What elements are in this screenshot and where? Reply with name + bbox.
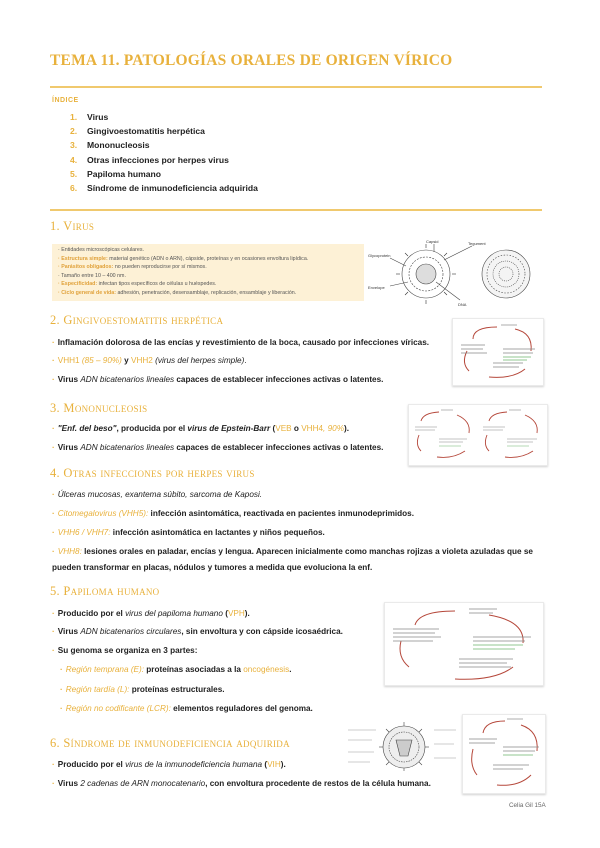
virus-summary-box xyxy=(52,244,364,301)
section-heading-sida: 6. Síndrome de inmunodeficiencia adquirida xyxy=(50,736,290,750)
herpes-cycle-figure xyxy=(452,318,544,386)
index-item[interactable]: 4. Otras infecciones por herpes virus xyxy=(70,154,229,165)
mononucleosis-cycle-figure xyxy=(408,404,548,466)
index-list xyxy=(70,110,258,195)
hiv-cycle-figure xyxy=(462,714,546,794)
index-item[interactable]: 1. Virus xyxy=(70,112,109,122)
paragraph-sub: · Región tardía (L): proteínas estructurales. xyxy=(60,685,225,694)
footer-author: Celia Gil 15A xyxy=(509,802,546,809)
paragraph-continuation: pueden transformar en placas, nódulos y tumores a medida que evoluciona la enf. xyxy=(52,563,373,572)
paragraph-sub: · Región temprana (E): proteínas asociadas a la oncogénesis. xyxy=(60,665,292,674)
box-line: · Estructura simple: material genético (ADN o ARN), cápside, proteínas y en ocasiones envoltura lipídica. xyxy=(58,255,309,262)
paragraph: · "Enf. del beso", producida por el virus de Epstein-Barr (VEB o VHH4, 90%). xyxy=(52,424,349,433)
box-line: · Parásitos obligados: no pueden reproducirse por sí mismos. xyxy=(58,264,207,271)
paragraph: · Producido por el virus de la inmunodeficiencia humana (VIH). xyxy=(52,760,286,769)
paragraph: · Producido por el virus del papiloma humano (VPH). xyxy=(52,609,250,618)
paragraph: · Virus ADN bicatenarios lineales capaces de establecer infecciones activas o latentes. xyxy=(52,375,384,384)
section-heading-otras-infecciones: 4. Otras infecciones por herpes virus xyxy=(50,466,255,480)
hiv-structure-figure xyxy=(346,720,458,772)
section-heading-gingivoestomatitis: 2. Gingivoestomatitis herpética xyxy=(50,313,224,327)
fig-label: Capsid xyxy=(426,239,439,244)
page-title: TEMA 11. PATOLOGÍAS ORALES DE ORIGEN VÍRICO xyxy=(50,52,453,69)
section-heading-mononucleosis: 3. Mononucleosis xyxy=(50,401,148,415)
paragraph: · Úlceras mucosas, exantema súbito, sarcoma de Kaposi. xyxy=(52,490,263,499)
fig-label: Glycoprotein xyxy=(368,253,391,258)
index-divider xyxy=(50,209,542,211)
index-item[interactable]: 6. Síndrome de inmunodeficiencia adquirida xyxy=(70,182,258,193)
paragraph: · Virus ADN bicatenarios circulares, sin envoltura y con cápside icosaédrica. xyxy=(52,627,343,636)
paragraph: · Su genoma se organiza en 3 partes: xyxy=(52,646,198,655)
paragraph-sub: · Región no codificante (LCR): elementos reguladores del genoma. xyxy=(60,704,313,713)
paragraph: · VHH6 / VHH7: infección asintomática en lactantes y niños pequeños. xyxy=(52,528,325,537)
box-line: · Ciclo general de vida: adhesión, penetración, desensamblaje, replicación, ensamblaje y liberación. xyxy=(58,289,297,296)
box-line: · Especificidad: infectan tipos específicos de células u huéspedes. xyxy=(58,281,217,288)
paragraph: · VHH8: lesiones orales en paladar, encías y lengua. Aparecen inicialmente como manchas rojizas a violeta azuladas que se xyxy=(52,547,533,556)
fig-label: Envelope xyxy=(368,285,385,290)
box-line: · Entidades microscópicas celulares. xyxy=(58,247,144,253)
paragraph: · VHH1 (85 – 90%) y VHH2 (virus del herpes simple). xyxy=(52,356,247,365)
index-item[interactable]: 2. Gingivoestomatitis herpética xyxy=(70,126,205,137)
papiloma-cycle-figure xyxy=(384,602,544,686)
title-divider xyxy=(50,86,542,88)
paragraph: · Inflamación dolorosa de las encías y revestimiento de la boca, causado por infecciones víricas. xyxy=(52,338,430,347)
virus-structure-figure xyxy=(368,238,548,308)
index-item[interactable]: 5. Papiloma humano xyxy=(70,168,162,179)
section-heading-papiloma: 5. Papiloma humano xyxy=(50,584,160,598)
section-heading-virus: 1. Virus xyxy=(50,219,95,233)
fig-label: Tegument xyxy=(468,241,486,246)
index-item[interactable]: 3. Mononucleosis xyxy=(70,140,150,151)
paragraph: · Virus 2 cadenas de ARN monocatenario, con envoltura procedente de restos de la célula humana. xyxy=(52,779,431,788)
paragraph: · Citomegalovirus (VHH5): infección asintomática, reactivada en pacientes inmunodeprimidos. xyxy=(52,509,414,518)
box-line: · Tamaño entre 10 – 400 nm. xyxy=(58,272,126,279)
fig-label: DNA xyxy=(458,302,467,307)
paragraph: · Virus ADN bicatenarios lineales capaces de establecer infecciones activas o latentes. xyxy=(52,443,384,452)
index-label: ÍNDICE xyxy=(52,97,79,104)
